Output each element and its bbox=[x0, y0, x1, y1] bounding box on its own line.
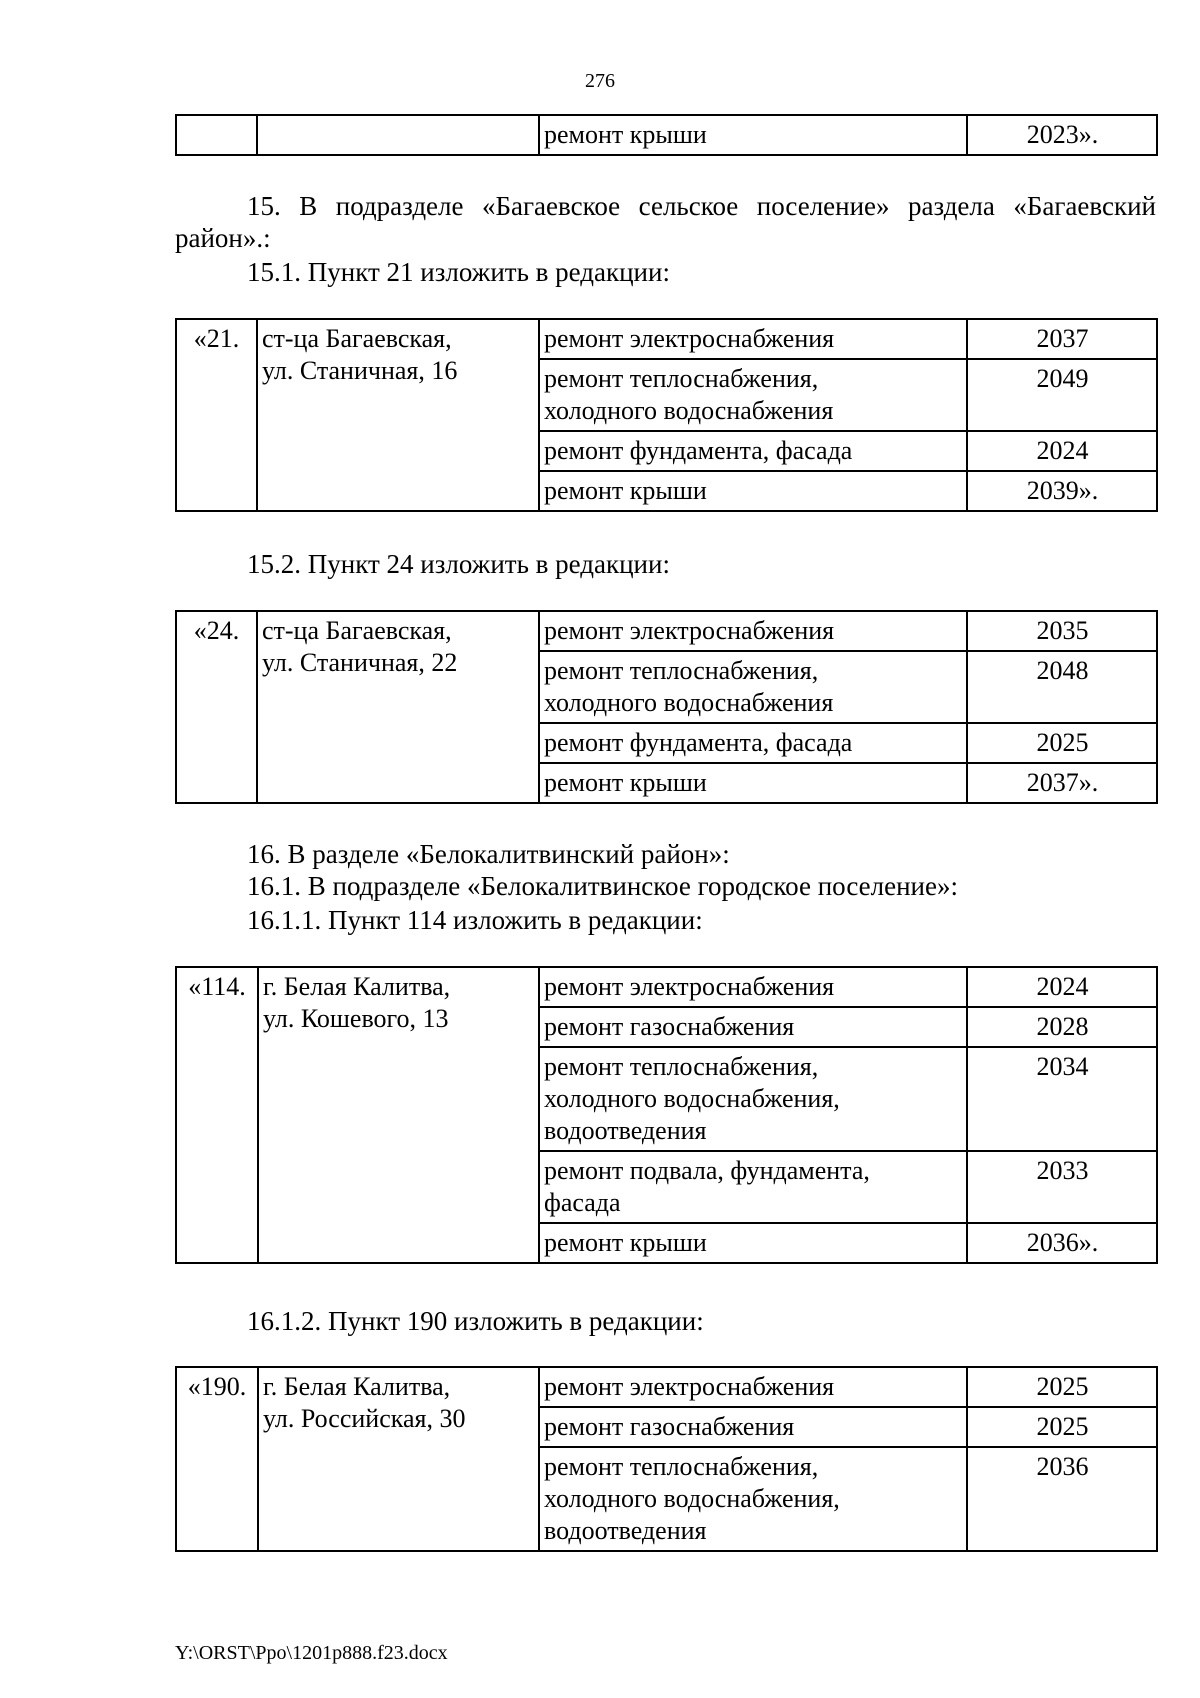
work-cell bbox=[539, 1367, 967, 1407]
work-label: ремонт крыши bbox=[544, 476, 707, 505]
year-value: 2037 bbox=[1036, 324, 1089, 353]
item-number: «190. bbox=[187, 1372, 247, 1401]
year-cell bbox=[967, 1223, 1157, 1263]
address-cell bbox=[258, 1367, 539, 1551]
work-label: водоотведения bbox=[544, 1516, 707, 1545]
address-cell bbox=[257, 319, 539, 511]
table-row bbox=[176, 967, 1157, 1007]
address-cell bbox=[258, 967, 539, 1263]
work-cell bbox=[539, 319, 967, 359]
work-label: холодного водоснабжения bbox=[544, 688, 834, 717]
work-cell bbox=[539, 763, 967, 803]
year-cell bbox=[967, 651, 1157, 723]
item-number-cell bbox=[176, 967, 258, 1263]
table-row bbox=[176, 319, 1157, 359]
address-cell bbox=[257, 115, 539, 155]
year-cell bbox=[967, 1407, 1157, 1447]
work-label: ремонт теплоснабжения, bbox=[544, 1452, 819, 1481]
work-cell bbox=[539, 1007, 967, 1047]
work-label: ремонт крыши bbox=[544, 120, 707, 149]
work-cell bbox=[539, 723, 967, 763]
address-line: ст-ца Багаевская, bbox=[262, 324, 452, 353]
item-21-table bbox=[175, 318, 1158, 512]
item-190-table bbox=[175, 1366, 1158, 1552]
paragraph-15-intro: 15. В подразделе «Багаевское сельское поселение» раздела «Багаевский район».: bbox=[175, 191, 1156, 253]
year-value: 2025 bbox=[1036, 1372, 1089, 1401]
work-cell bbox=[539, 1047, 967, 1151]
work-label: ремонт газоснабжения bbox=[544, 1412, 795, 1441]
item-number: «114. bbox=[188, 972, 246, 1001]
year-cell bbox=[967, 431, 1157, 471]
work-label: холодного водоснабжения bbox=[544, 396, 834, 425]
year-value: 2039». bbox=[1026, 476, 1099, 505]
item-number-cell bbox=[176, 319, 257, 511]
footer-file-path: Y:\ORST\Ppo\1201p888.f23.docx bbox=[175, 1642, 448, 1664]
work-label: ремонт электроснабжения bbox=[544, 616, 835, 645]
work-cell bbox=[539, 611, 967, 651]
item-number: «24. bbox=[193, 616, 240, 645]
year-value: 2037». bbox=[1026, 768, 1099, 797]
year-value: 2033 bbox=[1036, 1156, 1089, 1185]
item-114-table bbox=[175, 966, 1158, 1264]
paragraph-16-1-2: 16.1.2. Пункт 190 изложить в редакции: bbox=[247, 1306, 704, 1336]
year-cell bbox=[967, 115, 1157, 155]
work-label: фасада bbox=[544, 1188, 621, 1217]
paragraph-15-1: 15.1. Пункт 21 изложить в редакции: bbox=[247, 257, 670, 287]
year-value: 2025 bbox=[1036, 728, 1089, 757]
work-label: ремонт теплоснабжения, bbox=[544, 364, 819, 393]
work-label: ремонт теплоснабжения, bbox=[544, 656, 819, 685]
year-value: 2036 bbox=[1036, 1452, 1089, 1481]
year-cell bbox=[967, 611, 1157, 651]
year-cell bbox=[967, 319, 1157, 359]
address-cell bbox=[257, 611, 539, 803]
year-cell bbox=[967, 1151, 1157, 1223]
year-value: 2023». bbox=[1026, 120, 1099, 149]
table-row bbox=[176, 611, 1157, 651]
address-line: г. Белая Калитва, bbox=[263, 972, 451, 1001]
year-value: 2049 bbox=[1036, 364, 1089, 393]
year-value: 2028 bbox=[1036, 1012, 1089, 1041]
year-cell bbox=[967, 1447, 1157, 1551]
year-cell bbox=[967, 1367, 1157, 1407]
work-cell bbox=[539, 471, 967, 511]
year-cell bbox=[967, 967, 1157, 1007]
item-number-cell bbox=[176, 611, 257, 803]
work-cell bbox=[539, 115, 967, 155]
year-value: 2024 bbox=[1036, 972, 1089, 1001]
work-label: ремонт электроснабжения bbox=[544, 972, 835, 1001]
address-line: ул. Российская, 30 bbox=[263, 1404, 466, 1433]
address-line: ст-ца Багаевская, bbox=[262, 616, 452, 645]
paragraph-16-1-1: 16.1.1. Пункт 114 изложить в редакции: bbox=[247, 905, 703, 935]
work-cell bbox=[539, 431, 967, 471]
year-cell bbox=[967, 723, 1157, 763]
year-value: 2048 bbox=[1036, 656, 1089, 685]
year-cell bbox=[967, 471, 1157, 511]
work-label: ремонт крыши bbox=[544, 1228, 707, 1257]
table-row bbox=[176, 115, 1157, 155]
item-number-cell bbox=[176, 1367, 258, 1551]
work-label: ремонт электроснабжения bbox=[544, 324, 835, 353]
item-24-table bbox=[175, 610, 1158, 804]
work-cell bbox=[539, 359, 967, 431]
address-line: ул. Кошевого, 13 bbox=[263, 1004, 449, 1033]
paragraph-15-2: 15.2. Пункт 24 изложить в редакции: bbox=[247, 549, 670, 579]
paragraph-16-intro: 16. В разделе «Белокалитвинский район»: bbox=[247, 839, 730, 869]
paragraph-16-1: 16.1. В подразделе «Белокалитвинское городское поселение»: bbox=[247, 871, 958, 901]
continuation-table bbox=[175, 114, 1158, 156]
work-label: холодного водоснабжения, bbox=[544, 1084, 840, 1113]
item-number: «21. bbox=[193, 324, 240, 353]
year-cell bbox=[967, 763, 1157, 803]
year-cell bbox=[967, 359, 1157, 431]
work-label: ремонт фундамента, фасада bbox=[544, 728, 853, 757]
year-cell bbox=[967, 1007, 1157, 1047]
work-cell bbox=[539, 1407, 967, 1447]
item-number-cell bbox=[176, 115, 257, 155]
year-value: 2035 bbox=[1036, 616, 1089, 645]
work-cell bbox=[539, 1151, 967, 1223]
work-label: ремонт электроснабжения bbox=[544, 1372, 835, 1401]
work-cell bbox=[539, 967, 967, 1007]
work-cell bbox=[539, 1447, 967, 1551]
year-value: 2024 bbox=[1036, 436, 1089, 465]
work-label: ремонт теплоснабжения, bbox=[544, 1052, 819, 1081]
address-line: ул. Станичная, 22 bbox=[262, 648, 458, 677]
page-number: 276 bbox=[585, 70, 615, 92]
work-cell bbox=[539, 1223, 967, 1263]
work-label: водоотведения bbox=[544, 1116, 707, 1145]
table-row bbox=[176, 1367, 1157, 1407]
year-cell bbox=[967, 1047, 1157, 1151]
year-value: 2034 bbox=[1036, 1052, 1089, 1081]
work-label: холодного водоснабжения, bbox=[544, 1484, 840, 1513]
year-value: 2036». bbox=[1026, 1228, 1099, 1257]
address-line: ул. Станичная, 16 bbox=[262, 356, 458, 385]
work-label: ремонт фундамента, фасада bbox=[544, 436, 853, 465]
work-label: ремонт крыши bbox=[544, 768, 707, 797]
work-cell bbox=[539, 651, 967, 723]
work-label: ремонт подвала, фундамента, bbox=[544, 1156, 870, 1185]
work-label: ремонт газоснабжения bbox=[544, 1012, 795, 1041]
address-line: г. Белая Калитва, bbox=[263, 1372, 451, 1401]
year-value: 2025 bbox=[1036, 1412, 1089, 1441]
